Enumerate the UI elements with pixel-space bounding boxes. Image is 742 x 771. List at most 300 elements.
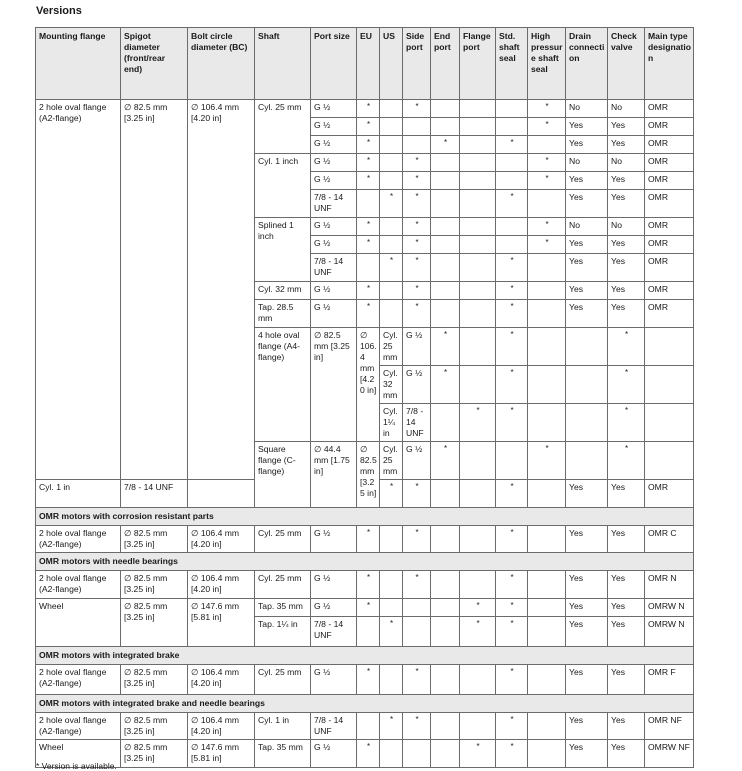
cell-eu: * (357, 236, 380, 254)
cell-shaft: Tap. 1¼ in (255, 617, 311, 647)
cell-drain-connection: Yes (566, 254, 608, 282)
cell-high-pressure-seal (528, 617, 566, 647)
cell-spigot-diameter: ∅ 82.5 mm [3.25 in] (121, 100, 188, 480)
cell-flange-port (566, 404, 608, 442)
cell-side-port (403, 136, 431, 154)
cell-high-pressure-seal (528, 713, 566, 740)
cell-end-port (431, 665, 460, 695)
cell-port-size: G ½ (403, 366, 431, 404)
cell-mounting-flange: 4 hole oval flange (A4-flange) (255, 328, 311, 442)
cell-side-port (403, 740, 431, 768)
cell-check-valve: Yes (608, 172, 645, 190)
cell-bolt-circle: ∅ 106.4 mm [4.20 in] (188, 100, 255, 480)
cell-eu: * (357, 100, 380, 118)
cell-us (380, 526, 403, 553)
cell-end-port (431, 526, 460, 553)
versions-table (35, 27, 694, 768)
cell-high-pressure-seal (528, 480, 566, 508)
cell-flange-port (460, 118, 496, 136)
cell-side-port: * (403, 100, 431, 118)
cell-check-valve: Yes (608, 282, 645, 300)
cell-std-shaft-seal: * (608, 328, 645, 366)
cell-port-size: 7/8 - 14 UNF (311, 617, 357, 647)
cell-mounting-flange: 2 hole oval flange (A2-flange) (36, 665, 121, 695)
cell-side-port: * (403, 480, 431, 508)
cell-end-port (431, 218, 460, 236)
cell-bolt-circle: ∅ 106.4 mm [4.20 in] (188, 713, 255, 740)
cell-high-pressure-seal (528, 571, 566, 599)
col-shaft: Shaft (255, 28, 311, 100)
cell-end-port (431, 118, 460, 136)
cell-check-valve: No (608, 154, 645, 172)
col-std-shaft-seal: Std. shaft seal (496, 28, 528, 100)
cell-port-size: G ½ (311, 300, 357, 328)
col-end-port: End port (431, 28, 460, 100)
cell-std-shaft-seal: * (496, 190, 528, 218)
cell-us: * (380, 190, 403, 218)
cell-flange-port (460, 282, 496, 300)
cell-main-type: OMR (645, 154, 694, 172)
cell-eu (188, 480, 255, 508)
cell-mounting-flange: Wheel (36, 599, 121, 647)
cell-main-type: OMR (645, 136, 694, 154)
cell-drain-connection: Yes (566, 713, 608, 740)
cell-end-port (431, 254, 460, 282)
col-high-pressure-seal: High pressure shaft seal (528, 28, 566, 100)
cell-side-port: * (403, 154, 431, 172)
cell-flange-port (460, 300, 496, 328)
col-spigot-diameter: Spigot diameter (front/rear end) (121, 28, 188, 100)
cell-shaft: Tap. 35 mm (255, 740, 311, 768)
cell-end-port (431, 599, 460, 617)
cell-main-type: OMR (645, 300, 694, 328)
cell-check-valve: Yes (608, 480, 645, 508)
cell-us: * (380, 617, 403, 647)
cell-side-port: * (403, 190, 431, 218)
cell-check-valve: Yes (608, 599, 645, 617)
cell-mounting-flange: Square flange (C-flange) (255, 442, 311, 508)
cell-std-shaft-seal: * (496, 713, 528, 740)
cell-side-port: * (403, 665, 431, 695)
cell-side-port: * (403, 713, 431, 740)
cell-shaft: Cyl. 25 mm (255, 100, 311, 154)
cell-std-shaft-seal: * (496, 136, 528, 154)
cell-end-port (431, 172, 460, 190)
cell-us (460, 442, 496, 480)
cell-flange-port (460, 172, 496, 190)
cell-std-shaft-seal (496, 236, 528, 254)
cell-side-port (496, 442, 528, 480)
cell-high-pressure-seal (528, 665, 566, 695)
cell-eu (357, 190, 380, 218)
section-row (36, 508, 694, 526)
col-main-type: Main type designation (645, 28, 694, 100)
cell-check-valve: No (608, 100, 645, 118)
cell-high-pressure-seal (528, 190, 566, 218)
table-row (36, 100, 694, 118)
cell-main-type: OMR (645, 480, 694, 508)
col-side-port: Side port (403, 28, 431, 100)
cell-eu: * (357, 282, 380, 300)
table-header (36, 28, 694, 100)
cell-shaft: Cyl. 32 mm (380, 366, 403, 404)
cell-bolt-circle: ∅ 147.6 mm [5.81 in] (188, 599, 255, 647)
cell-port-size: G ½ (311, 665, 357, 695)
cell-shaft: Cyl. 1 in (255, 713, 311, 740)
cell-side-port: * (403, 236, 431, 254)
cell-shaft: Tap. 28.5 mm (255, 300, 311, 328)
cell-port-size: G ½ (403, 328, 431, 366)
cell-us (380, 599, 403, 617)
cell-check-valve: Yes (608, 136, 645, 154)
cell-flange-port (460, 480, 496, 508)
section-row (36, 695, 694, 713)
col-drain-connection: Drain connection (566, 28, 608, 100)
cell-bolt-circle: ∅ 106.4 mm [4.20 in] (357, 328, 380, 442)
cell-eu: * (431, 442, 460, 480)
cell-port-size: G ½ (311, 571, 357, 599)
cell-bolt-circle: ∅ 82.5 mm [3.25 in] (357, 442, 380, 508)
cell-std-shaft-seal (496, 172, 528, 190)
cell-port-size: G ½ (311, 172, 357, 190)
cell-port-size: G ½ (403, 442, 431, 480)
table-row (36, 526, 694, 553)
col-bolt-circle: Bolt circle diameter (BC) (188, 28, 255, 100)
cell-std-shaft-seal: * (496, 740, 528, 768)
cell-main-type: OMR (645, 190, 694, 218)
cell-eu (357, 713, 380, 740)
cell-side-port: * (403, 282, 431, 300)
cell-side-port (403, 599, 431, 617)
cell-side-port: * (496, 366, 528, 404)
cell-mounting-flange: 2 hole oval flange (A2-flange) (36, 526, 121, 553)
cell-shaft: Cyl. 25 mm (255, 665, 311, 695)
cell-drain-connection: Yes (566, 118, 608, 136)
cell-flange-port (460, 713, 496, 740)
cell-drain-connection: Yes (566, 617, 608, 647)
cell-std-shaft-seal (496, 100, 528, 118)
cell-main-type: OMR N (645, 571, 694, 599)
cell-spigot-diameter: ∅ 82.5 mm [3.25 in] (121, 599, 188, 647)
cell-end-port (528, 366, 566, 404)
cell-high-pressure-seal: * (528, 218, 566, 236)
cell-drain-connection: Yes (566, 571, 608, 599)
cell-us (380, 236, 403, 254)
cell-std-shaft-seal: * (496, 480, 528, 508)
cell-end-port: * (431, 136, 460, 154)
cell-us (380, 218, 403, 236)
cell-us (380, 571, 403, 599)
cell-side-port: * (496, 328, 528, 366)
cell-check-valve: Yes (608, 254, 645, 282)
table-row (36, 599, 694, 617)
cell-end-port (431, 617, 460, 647)
page-title: Versions (36, 5, 82, 17)
cell-std-shaft-seal: * (608, 404, 645, 442)
cell-check-valve: No (608, 218, 645, 236)
cell-flange-port: * (460, 617, 496, 647)
cell-port-size: 7/8 - 14 UNF (121, 480, 188, 508)
cell-flange-port (566, 328, 608, 366)
cell-high-pressure-seal (645, 366, 694, 404)
cell-main-type: OMR (645, 100, 694, 118)
cell-us (380, 100, 403, 118)
cell-high-pressure-seal (528, 282, 566, 300)
cell-main-type: OMR C (645, 526, 694, 553)
cell-side-port: * (403, 254, 431, 282)
cell-end-port (431, 154, 460, 172)
cell-drain-connection: Yes (566, 136, 608, 154)
cell-side-port (403, 118, 431, 136)
cell-drain-connection: No (566, 154, 608, 172)
cell-mounting-flange: 2 hole oval flange (A2-flange) (36, 713, 121, 740)
cell-shaft: Cyl. 1 in (36, 480, 121, 508)
cell-port-size: G ½ (311, 282, 357, 300)
col-port-size: Port size (311, 28, 357, 100)
cell-shaft: Cyl. 25 mm (380, 328, 403, 366)
cell-eu: * (357, 300, 380, 328)
cell-side-port (403, 617, 431, 647)
cell-shaft: Splined 1 inch (255, 218, 311, 282)
cell-end-port: * (528, 442, 566, 480)
cell-end-port (431, 190, 460, 218)
cell-flange-port (566, 366, 608, 404)
cell-high-pressure-seal (528, 599, 566, 617)
cell-us (380, 154, 403, 172)
cell-main-type: OMR F (645, 665, 694, 695)
cell-end-port (431, 100, 460, 118)
cell-port-size: G ½ (311, 236, 357, 254)
cell-std-shaft-seal: * (608, 442, 645, 480)
cell-eu (357, 254, 380, 282)
cell-bolt-circle: ∅ 106.4 mm [4.20 in] (188, 665, 255, 695)
cell-drain-connection: Yes (566, 665, 608, 695)
cell-std-shaft-seal (496, 154, 528, 172)
cell-us (380, 665, 403, 695)
cell-us (460, 366, 496, 404)
cell-eu: * (357, 740, 380, 768)
cell-flange-port (460, 571, 496, 599)
cell-port-size: G ½ (311, 154, 357, 172)
cell-bolt-circle: ∅ 106.4 mm [4.20 in] (188, 526, 255, 553)
cell-us (380, 136, 403, 154)
cell-shaft: Cyl. 1¼ in (380, 404, 403, 442)
cell-eu (431, 404, 460, 442)
cell-spigot-diameter: ∅ 44.4 mm [1.75 in] (311, 442, 357, 508)
cell-drain-connection: No (566, 100, 608, 118)
cell-high-pressure-seal (528, 740, 566, 768)
cell-check-valve: Yes (608, 571, 645, 599)
cell-shaft: Cyl. 25 mm (380, 442, 403, 480)
cell-main-type: OMRW N (645, 599, 694, 617)
cell-spigot-diameter: ∅ 82.5 mm [3.25 in] (121, 526, 188, 553)
cell-check-valve: Yes (608, 236, 645, 254)
cell-shaft: Cyl. 25 mm (255, 526, 311, 553)
cell-end-port (431, 480, 460, 508)
footnote: * Version is available. (36, 761, 117, 771)
cell-check-valve: Yes (608, 740, 645, 768)
cell-end-port (431, 713, 460, 740)
cell-std-shaft-seal: * (496, 599, 528, 617)
cell-high-pressure-seal (528, 300, 566, 328)
cell-side-port: * (403, 172, 431, 190)
cell-us (380, 172, 403, 190)
cell-us: * (380, 254, 403, 282)
cell-side-port: * (496, 404, 528, 442)
cell-eu: * (357, 118, 380, 136)
cell-main-type: OMR NF (645, 713, 694, 740)
cell-spigot-diameter: ∅ 82.5 mm [3.25 in] (121, 571, 188, 599)
cell-mounting-flange: Wheel (36, 740, 121, 768)
cell-eu: * (357, 665, 380, 695)
cell-high-pressure-seal (528, 136, 566, 154)
cell-port-size: G ½ (311, 740, 357, 768)
cell-spigot-diameter: ∅ 82.5 mm [3.25 in] (121, 740, 188, 768)
cell-side-port: * (403, 526, 431, 553)
cell-high-pressure-seal: * (528, 172, 566, 190)
cell-flange-port (460, 190, 496, 218)
cell-high-pressure-seal (645, 328, 694, 366)
cell-main-type: OMR (645, 254, 694, 282)
cell-check-valve: Yes (608, 713, 645, 740)
cell-port-size: G ½ (311, 218, 357, 236)
cell-end-port (431, 282, 460, 300)
cell-check-valve: Yes (608, 300, 645, 328)
cell-end-port (431, 571, 460, 599)
section-row (36, 647, 694, 665)
cell-drain-connection: Yes (566, 236, 608, 254)
cell-flange-port (566, 442, 608, 480)
cell-eu: * (357, 136, 380, 154)
cell-std-shaft-seal: * (496, 300, 528, 328)
cell-check-valve: Yes (608, 665, 645, 695)
cell-drain-connection: Yes (566, 190, 608, 218)
cell-eu: * (431, 328, 460, 366)
section-title: OMR motors with integrated brake and needle bearings (36, 695, 694, 713)
cell-port-size: 7/8 - 14 UNF (311, 190, 357, 218)
cell-port-size: G ½ (311, 100, 357, 118)
cell-flange-port: * (460, 599, 496, 617)
cell-std-shaft-seal: * (496, 282, 528, 300)
cell-drain-connection: Yes (566, 740, 608, 768)
cell-bolt-circle: ∅ 147.6 mm [5.81 in] (188, 740, 255, 768)
cell-port-size: G ½ (311, 599, 357, 617)
cell-bolt-circle: ∅ 106.4 mm [4.20 in] (188, 571, 255, 599)
cell-eu: * (357, 571, 380, 599)
cell-us: * (460, 404, 496, 442)
cell-drain-connection: Yes (566, 172, 608, 190)
cell-main-type: OMRW NF (645, 740, 694, 768)
cell-flange-port (460, 100, 496, 118)
cell-std-shaft-seal: * (608, 366, 645, 404)
cell-check-valve: Yes (608, 526, 645, 553)
cell-high-pressure-seal (645, 404, 694, 442)
cell-std-shaft-seal: * (496, 526, 528, 553)
cell-mounting-flange: 2 hole oval flange (A2-flange) (36, 100, 121, 480)
cell-shaft: Cyl. 1 inch (255, 154, 311, 218)
table-row (36, 571, 694, 599)
table-row (36, 740, 694, 768)
cell-std-shaft-seal: * (496, 665, 528, 695)
cell-end-port (431, 236, 460, 254)
cell-side-port: * (403, 300, 431, 328)
cell-drain-connection: Yes (566, 300, 608, 328)
cell-end-port (431, 740, 460, 768)
cell-port-size: 7/8 - 14 UNF (311, 713, 357, 740)
cell-main-type: OMR (645, 218, 694, 236)
cell-end-port (528, 404, 566, 442)
cell-spigot-diameter: ∅ 82.5 mm [3.25 in] (121, 665, 188, 695)
cell-check-valve: Yes (608, 118, 645, 136)
cell-drain-connection: No (566, 218, 608, 236)
table-row (36, 665, 694, 695)
col-flange-port: Flange port (460, 28, 496, 100)
cell-main-type: OMRW N (645, 617, 694, 647)
cell-us (380, 118, 403, 136)
cell-std-shaft-seal (496, 118, 528, 136)
cell-port-size: G ½ (311, 526, 357, 553)
col-eu: EU (357, 28, 380, 100)
cell-mounting-flange: 2 hole oval flange (A2-flange) (36, 571, 121, 599)
cell-std-shaft-seal: * (496, 254, 528, 282)
col-mounting-flange: Mounting flange (36, 28, 121, 100)
col-us: US (380, 28, 403, 100)
section-title: OMR motors with needle bearings (36, 553, 694, 571)
cell-spigot-diameter: ∅ 82.5 mm [3.25 in] (121, 713, 188, 740)
cell-side-port: * (403, 218, 431, 236)
cell-shaft: Tap. 35 mm (255, 599, 311, 617)
section-title: OMR motors with corrosion resistant parts (36, 508, 694, 526)
cell-flange-port (460, 236, 496, 254)
cell-end-port (528, 328, 566, 366)
table-row (36, 713, 694, 740)
cell-flange-port (460, 526, 496, 553)
cell-high-pressure-seal: * (528, 154, 566, 172)
section-title: OMR motors with integrated brake (36, 647, 694, 665)
cell-main-type: OMR (645, 172, 694, 190)
cell-eu: * (357, 526, 380, 553)
cell-us: * (380, 713, 403, 740)
cell-us (380, 300, 403, 328)
cell-spigot-diameter: ∅ 82.5 mm [3.25 in] (311, 328, 357, 442)
cell-drain-connection: Yes (566, 599, 608, 617)
cell-flange-port: * (460, 740, 496, 768)
cell-eu: * (357, 172, 380, 190)
cell-port-size: G ½ (311, 136, 357, 154)
cell-flange-port (460, 136, 496, 154)
cell-us (380, 282, 403, 300)
cell-port-size: 7/8 - 14 UNF (311, 254, 357, 282)
cell-std-shaft-seal: * (496, 617, 528, 647)
cell-eu: * (357, 599, 380, 617)
cell-main-type: OMR (645, 118, 694, 136)
cell-eu: * (431, 366, 460, 404)
cell-std-shaft-seal (496, 218, 528, 236)
cell-flange-port (460, 665, 496, 695)
cell-shaft: Cyl. 32 mm (255, 282, 311, 300)
cell-end-port (431, 300, 460, 328)
cell-std-shaft-seal: * (496, 571, 528, 599)
cell-us (460, 328, 496, 366)
cell-high-pressure-seal (645, 442, 694, 480)
cell-check-valve: Yes (608, 190, 645, 218)
cell-high-pressure-seal (528, 254, 566, 282)
cell-shaft: Cyl. 25 mm (255, 571, 311, 599)
cell-drain-connection: Yes (566, 526, 608, 553)
cell-check-valve: Yes (608, 617, 645, 647)
cell-port-size: G ½ (311, 118, 357, 136)
cell-main-type: OMR (645, 282, 694, 300)
